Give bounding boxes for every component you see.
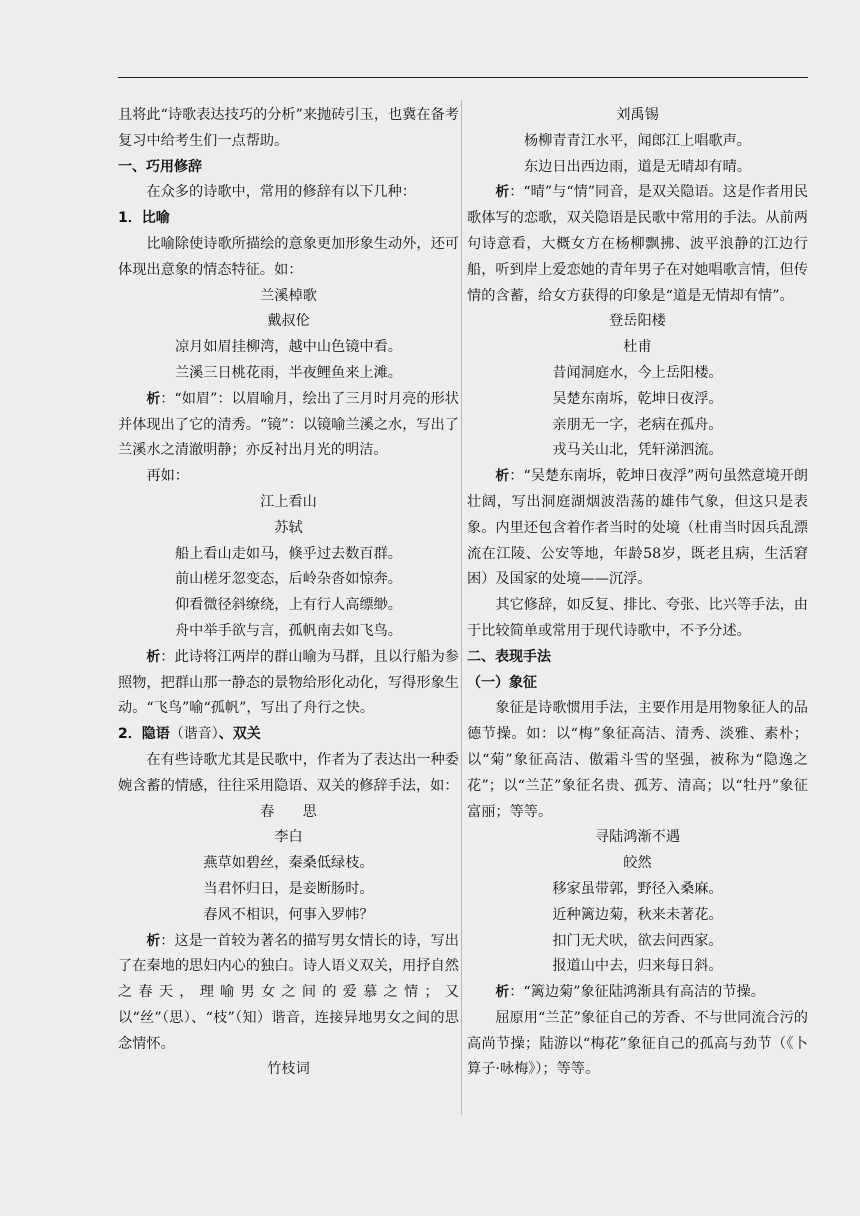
analysis-paragraph <box>118 929 459 1058</box>
poem-line: 移家虽带郭，野径入桑麻。 <box>552 880 723 897</box>
analysis-text: ：“如眉”：以眉喻月，绘出了三月时月亮的形状并体现出了它的清秀。“镜”：以镜喻兰溪之水，写出了兰溪水之清澈明静；亦反衬出月光的明洁。 <box>118 390 459 459</box>
poem-line: 仰看微径斜缭绕，上有行人高缥缈。 <box>174 597 402 614</box>
poem-line: 凉月如眉挂柳湾，越中山色镜中看。 <box>174 339 402 356</box>
rhetoric-intro: 在众多的诗歌中，常用的修辞有以下几种： <box>146 184 416 201</box>
poem-line: 昔闻洞庭水，今上岳阳楼。 <box>552 364 723 381</box>
header-rule <box>118 77 808 78</box>
poem-title: 江上看山 <box>260 493 317 510</box>
column-divider <box>461 100 462 1115</box>
poem-author: 李白 <box>274 829 303 846</box>
poem-line: 船上看山走如马，倏乎过去数百群。 <box>174 545 402 562</box>
heading-metaphor: 1．比喻 <box>118 210 170 227</box>
poem-title: 寻陆鸿渐不遇 <box>594 829 681 846</box>
poem-title: 竹枝词 <box>267 1061 310 1078</box>
poem-line: 扣门无犬吠，欲去问西家。 <box>552 932 723 949</box>
poem-line: 戎马关山北，凭轩涕泗流。 <box>552 442 723 459</box>
analysis-paragraph <box>467 980 808 1006</box>
analysis-paragraph <box>467 180 808 309</box>
analysis-label: 析 <box>146 932 161 949</box>
poem-line: 杨柳青青江水平，闻郎江上唱歌声。 <box>523 132 751 149</box>
poem-line: 东边日出西边雨，道是无晴却有晴。 <box>523 158 751 175</box>
analysis-text: ：“篱边菊”象征陆鸿渐具有高洁的节操。 <box>509 984 765 1001</box>
analysis-text: ：“晴”与“情”同音，是双关隐语。这是作者用民歌体写的恋歌，双关隐语是民歌中常用的手法。从前两句诗意看，大概女方在杨柳飘拂、波平浪静的江边行船，听到岸上爱恋她的青年男子在对她唱歌言情，但传情的含蓄，给女方获得的印象是“道是无情却有情”。 <box>467 184 809 304</box>
poem-line: 亲朋无一字，老病在孤舟。 <box>552 416 723 433</box>
poem-author: 苏轼 <box>274 519 303 536</box>
analysis-paragraph <box>467 464 808 593</box>
symbolism-paragraph: 象征是诗歌惯用手法，主要作用是用物象征人的品德节操。如：以“梅”象征高洁、清秀、淡雅、素朴；以“菊”象征高洁、傲霜斗雪的坚强，被称为“隐逸之花”；以“兰芷”象征名贵、孤芳、清高；以“牡丹”象征富丽；等等。 <box>467 700 808 820</box>
analysis-label: 析 <box>495 984 510 1001</box>
poem-title: 兰溪棹歌 <box>260 287 317 304</box>
heading-pun <box>118 722 459 748</box>
poem-title: 登岳阳楼 <box>609 313 666 330</box>
subheading-symbolism: （一）象征 <box>467 674 537 691</box>
other-rhetoric-paragraph: 其它修辞，如反复、排比、夸张、比兴等手法，由于比较简单或常用于现代诗歌中，不予分述。 <box>467 597 808 639</box>
poem-line: 春风不相识，何事入罗帏？ <box>203 906 374 923</box>
poem-line: 报道山中去，归来每日斜。 <box>552 958 723 975</box>
metaphor-paragraph: 比喻除使诗歌所描绘的意象更加形象生动外，还可体现出意象的情态特征。如： <box>118 235 459 278</box>
heading-pun-note: （谐音） <box>169 726 219 743</box>
poem-line: 当君怀归日，是妾断肠时。 <box>203 880 374 897</box>
poem-author: 皎然 <box>623 855 652 872</box>
analysis-paragraph <box>118 645 459 722</box>
poem-line: 燕草如碧丝，秦桑低绿枝。 <box>203 855 374 872</box>
closing-paragraph: 屈原用“兰芷”象征自己的芳香、不与世同流合污的高尚节操；陆游以“梅花”象征自己的孤高与劲节（《卜算子·咏梅》）；等等。 <box>467 1009 808 1078</box>
another-example: 再如： <box>146 468 189 485</box>
analysis-text: ：这是一首较为著名的描写男女情长的诗，写出了在秦地的思妇内心的独白。诗人语义双关，用抒自然之春天，理喻男女之间的爱慕之情；又以“丝”（思）、“枝”（知）谐音，连接异地男女之间的思念情怀。 <box>118 932 459 1052</box>
section-heading-techniques: 二、表现手法 <box>467 648 551 665</box>
intro-paragraph: 且将此“诗歌表达技巧的分析”来抛砖引玉，也冀在备考复习中给考生们一点帮助。 <box>118 107 459 149</box>
right-column <box>467 103 808 1083</box>
poem-line: 前山槎牙忽变态，后岭杂沓如惊奔。 <box>174 571 402 588</box>
analysis-label: 析 <box>146 648 161 665</box>
pun-paragraph: 在有些诗歌尤其是民歌中，作者为了表达出一种委婉含蓄的情感，往往采用隐语、双关的修辞手法，如： <box>118 751 459 794</box>
analysis-label: 析 <box>495 184 510 201</box>
analysis-text: ：“吴楚东南坼，乾坤日夜浮”两句虽然意境开朗壮阔，写出洞庭湖烟波浩荡的雄伟气象，但这只是表象。内里还包含着作者当时的处境（杜甫当时因兵乱漂流在江陵、公安等地，年龄58岁，既老且病，生活窘困）及国家的处境——沉浮。 <box>467 468 808 588</box>
poem-line: 吴楚东南坼，乾坤日夜浮。 <box>552 390 723 407</box>
poem-title: 春 思 <box>260 803 317 820</box>
poem-author: 刘禹锡 <box>616 107 659 123</box>
left-column <box>118 103 459 1083</box>
poem-author: 杜甫 <box>623 339 652 356</box>
poem-line: 兰溪三日桃花雨，半夜鲤鱼来上滩。 <box>174 364 402 381</box>
analysis-label: 析 <box>495 468 510 485</box>
analysis-paragraph <box>118 387 459 464</box>
heading-pun-part1: 2．隐语 <box>118 726 170 743</box>
analysis-label: 析 <box>146 390 161 407</box>
poem-line: 舟中举手欲与言，孤帆南去如飞鸟。 <box>174 622 402 639</box>
section-heading-rhetoric: 一、巧用修辞 <box>118 158 202 175</box>
analysis-text: ：此诗将江两岸的群山喻为马群，且以行船为参照物，把群山那一静态的景物给形化动化，写得形象生动。“飞鸟”喻“孤帆”，写出了舟行之快。 <box>118 648 459 717</box>
poem-line: 近种篱边菊，秋来未著花。 <box>552 906 723 923</box>
heading-pun-part2: 、双关 <box>218 726 261 743</box>
poem-author: 戴叔伦 <box>267 313 310 330</box>
